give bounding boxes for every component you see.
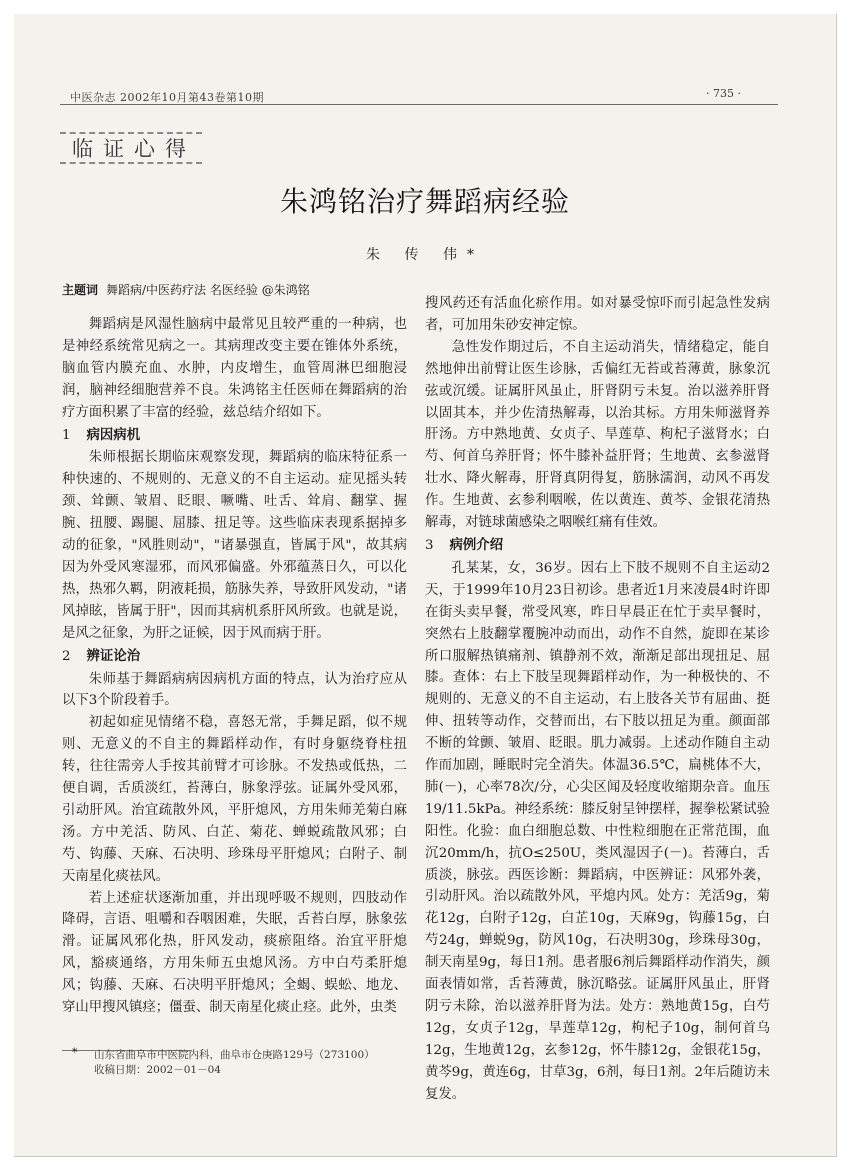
case-paragraph: 孔某某，女，36岁。因右上下肢不规则不自主运动2天，于1999年10月23日初诊。患者近1月来凌晨4时许即在街头卖早餐，常受风寒，昨日早晨正在忙于卖早餐时，突然右上肢翻掌覆腕冲动而出，动作不自然，旋即在某诊所口服解热镇痛剂、镇静剂不效，渐渐足部出现扭足、屈膝。查体：右上下肢呈现舞蹈样动作，为一种极快的、不规则的、无意义的不自主运动，右上肢各关节有屈曲、挺伸、扭转等动作，交替而出，右下肢以扭足为重。颜面部不断的耸颤、皱眉、眨眼。肌力减弱。上述动作随自主动作而加剧，睡眠时完全消失。体温36.5℃，扁桃体不大，肺(－)，心率78次/分，心尖区闻及轻度收缩期杂音。血压19/11.5kPa。神经系统：膝反射呈钟摆样，握拳松紧试验阳性。化验：血白细胞总数、中性粒细胞在正常范围，血沉20mm/h，抗O≤250U，类风湿因子(－)。苔薄白，舌质淡，脉弦。西医诊断：舞蹈病，中医辨证：风邪外袭，引动肝风。治以疏散外风，平熄内风。处方：羌活9g，菊花12g，白附子12g，白芷10g，天麻9g，钩藤15g，白芍24g，蝉蜕9g，防风10g，石决明30g，珍珠母30g，制天南星9g，每日1剂。患者服6剂后舞蹈样动作消失，颜面表情如常，舌苔薄黄，脉沉略弦。证属肝风虽止，肝肾阴亏未除，治以滋养肝肾为法。处方：熟地黄15g，白芍12g，女贞子12g，旱莲草12g，枸杞子10g，制何首乌12g，生地黄12g，玄参12g，怀牛膝12g，金银花15g，黄芩9g，黄连6g，甘草3g，6剂，每日1剂。2年后随访未复发。 xyxy=(425,560,770,1102)
treatment-paragraph: 朱师基于舞蹈病病因病机方面的特点，认为治疗应从以下3个阶段着手。 xyxy=(62,671,407,709)
journal-running-header: 中医杂志 2002年10月第43卷第10期 xyxy=(70,91,264,104)
section-number: 3 xyxy=(425,537,434,553)
keywords-label: 主题词 xyxy=(62,283,99,297)
section-title: 病因病机 xyxy=(86,426,141,443)
treatment-paragraph: 若上述症状逐渐加重，并出现呼吸不规则，四肢动作降碍，言语、咀嚼和吞咽困难，失眠，舌苔白厚，脉象弦滑。证属风邪化热，肝风发动，痰瘀阻络。治宜平肝熄风，豁痰通络，方用朱师五虫熄风汤。方中白芍柔肝熄风；钩藤、天麻、石决明平肝熄风；全蝎、蜈蚣、地龙、穿山甲搜风镇痉；僵蚕、制天南星化痰止痉。此外，虫类 xyxy=(62,890,407,1016)
keywords-terms: 舞蹈病/中医药疗法 名医经验 @朱鸿铭 xyxy=(106,283,310,297)
received-date: 收稿日期：2002－01－04 xyxy=(94,1064,221,1076)
intro-paragraph: 舞蹈病是风湿性脑病中最常见且较严重的一种病，也是神经系统常见病之一。其病理改变主要在锥体外系统，脑血管内膜充血、水肿，内皮增生，血管周淋巴细胞浸润，脑神经细胞营养不良。朱鸿铭主任医师在舞蹈病的治疗方面积累了丰富的经验，兹总结介绍如下。 xyxy=(62,317,407,420)
section-title: 病例介绍 xyxy=(449,536,504,553)
section-title: 辨证论治 xyxy=(86,647,141,664)
section-number: 1 xyxy=(62,427,71,443)
article-author: 朱 传 伟* xyxy=(366,247,484,263)
keywords xyxy=(62,280,407,300)
section-heading-3 xyxy=(425,535,770,557)
continued-paragraph: 搜风药还有活血化瘀作用。如对暴受惊吓而引起急性发病者，可加用朱砂安神定惊。 xyxy=(425,296,770,333)
section-heading-1 xyxy=(62,425,407,447)
header-rule xyxy=(60,104,778,105)
recovery-paragraph: 急性发作期过后，不自主运动消失，情绪稳定，能自然地伸出前臂让医生诊脉，舌偏红无苔或苔薄黄，脉象沉弦或沉缓。证属肝风虽止，肝肾阴亏未复。治以滋养肝肾以固其本，并少佐清热解毒，以治其标。方用朱师滋肾养肝汤。方中熟地黄、女贞子、旱莲草、枸杞子滋肾水；白芍、何首乌养肝肾；怀牛膝补益肝肾；生地黄、玄参滋肾壮水、降火解毒，肝肾真阴得复，筋脉濡润，动风不再发作。生地黄、玄参利咽喉，佐以黄连、黄芩、金银花清热解毒，对链球菌感染之咽喉红痛有佳效。 xyxy=(425,339,770,531)
section-label: 临证心得 xyxy=(60,132,202,164)
footnote-marker: * xyxy=(72,1046,78,1059)
left-column xyxy=(62,270,407,1019)
section-number: 2 xyxy=(62,648,71,664)
article-title: 朱鸿铭治疗舞蹈病经验 xyxy=(279,185,570,218)
author-affiliation: 山东省曲阜市中医院内科，曲阜市仓庚路129号（273100） xyxy=(94,1049,375,1061)
treatment-paragraph: 初起如症见情绪不稳，喜怒无常，手舞足蹈，似不规则、无意义的不自主的舞蹈样动作，有时身躯绕脊柱扭转，往往需旁人手按其前臂才可诊脉。不发热或低热，二便自调，舌质淡红，苔薄白，脉象浮弦。证属外受风邪，引动肝风。治宜疏散外风，平肝熄风，方用朱师羌菊白麻汤。方中羌活、防风、白芷、菊花、蝉蜕疏散风邪；白芍、钩藤、天麻、石决明、珍珠母平肝熄风；白附子、制天南星化痰祛风。 xyxy=(62,715,407,884)
right-column xyxy=(425,293,770,1106)
section-heading-2 xyxy=(62,646,407,668)
page-number: · 735 · xyxy=(706,87,741,100)
etiology-paragraph: 朱师根据长期临床观察发现，舞蹈病的临床特征系一种快速的、不规则的、无意义的不自主运动。症见摇头转颈、耸颤、皱眉、眨眼、噘嘴、吐舌、耸肩、翻掌、握腕、扭腰、踢腿、屈膝、扭足等。这些临床表现系据掉多动的征象，"风胜则动"，"诸暴强直，皆属于风"，故其病因为外受风寒湿邪，而风邪偏盛。外邪蕴蒸日久，可以化热，热邪久羁，阴液耗损，筋脉失养，导致肝风发动，"诸风掉眩，皆属于肝"，因而其病机系肝风所致。也就是说，是风之征象，为肝之证候，因于风而病于肝。 xyxy=(62,450,407,641)
